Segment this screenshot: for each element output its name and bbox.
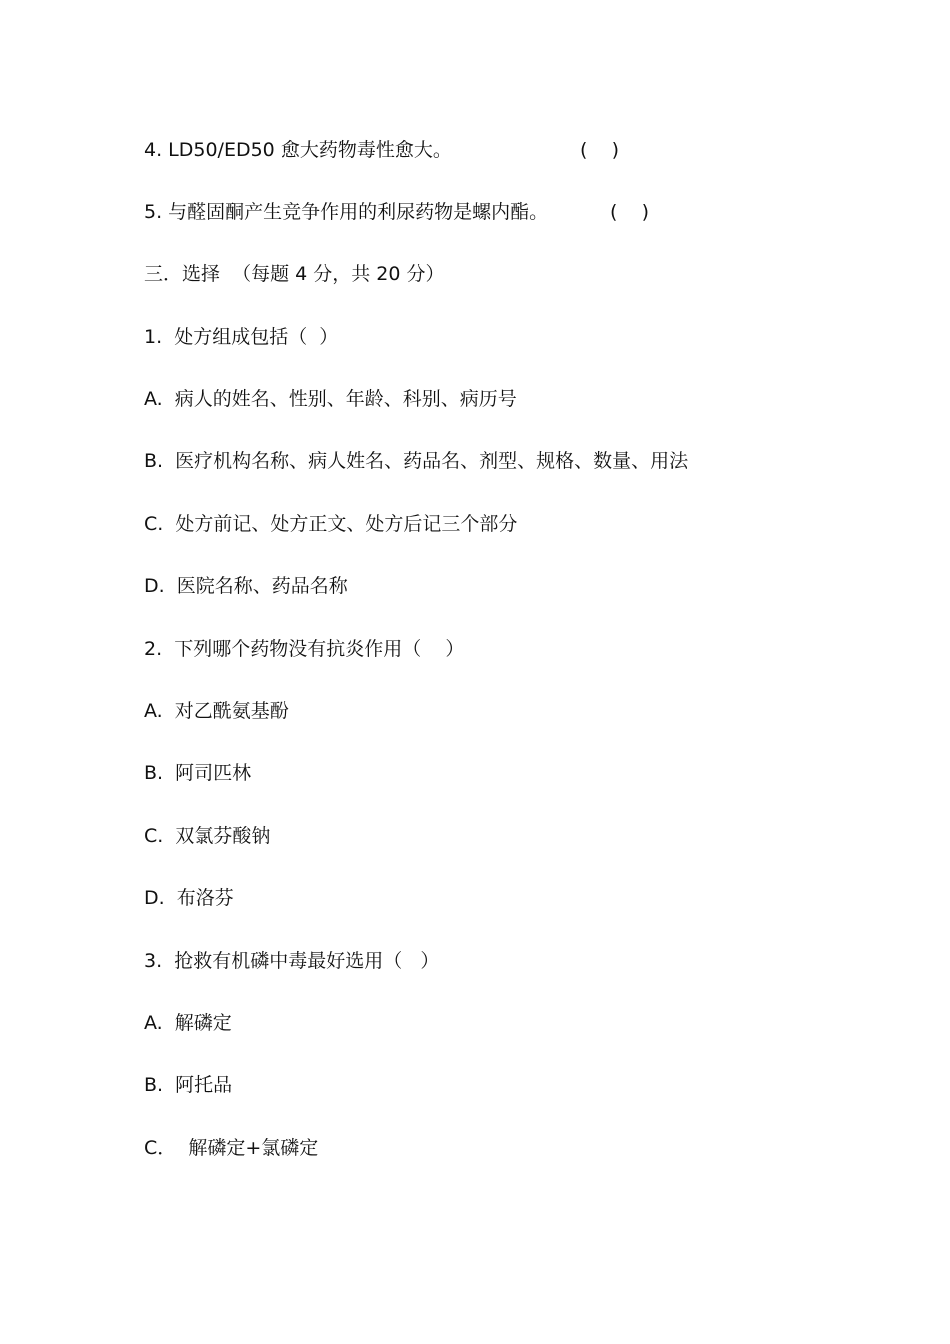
section-heading: 三．选择 （每题 4 分，共 20 分） — [144, 263, 445, 285]
question-2-option-a: A. 对乙酰氨基酚 — [144, 700, 289, 722]
question-1-option-c: C. 处方前记、处方正文、处方后记三个部分 — [144, 513, 518, 535]
judgment-item-5: 5. 与醛固酮产生竞争作用的利尿药物是螺内酯。 — [144, 201, 549, 223]
question-3-option-b: B. 阿托品 — [144, 1074, 233, 1096]
answer-blank-5: ( ) — [610, 201, 649, 223]
question-2-stem: 2. 下列哪个药物没有抗炎作用（ ） — [144, 638, 465, 660]
question-1-option-b: B. 医疗机构名称、病人姓名、药品名、剂型、规格、数量、用法 — [144, 450, 689, 472]
judgment-item-4: 4. LD50/ED50 愈大药物毒性愈大。 — [144, 139, 452, 161]
question-2-option-c: C. 双氯芬酸钠 — [144, 825, 271, 847]
question-1-stem: 1. 处方组成包括（ ） — [144, 326, 339, 348]
question-3-option-c: C． 解磷定+氯磷定 — [144, 1137, 319, 1159]
question-3-option-a: A. 解磷定 — [144, 1012, 232, 1034]
question-3-stem: 3. 抢救有机磷中毒最好选用（ ） — [144, 950, 440, 972]
question-1-option-d: D. 医院名称、药品名称 — [144, 575, 348, 597]
question-2-option-d: D. 布洛芬 — [144, 887, 234, 909]
question-2-option-b: B. 阿司匹林 — [144, 762, 252, 784]
question-1-option-a: A. 病人的姓名、性别、年龄、科别、病历号 — [144, 388, 517, 410]
answer-blank-4: ( ) — [580, 139, 619, 161]
